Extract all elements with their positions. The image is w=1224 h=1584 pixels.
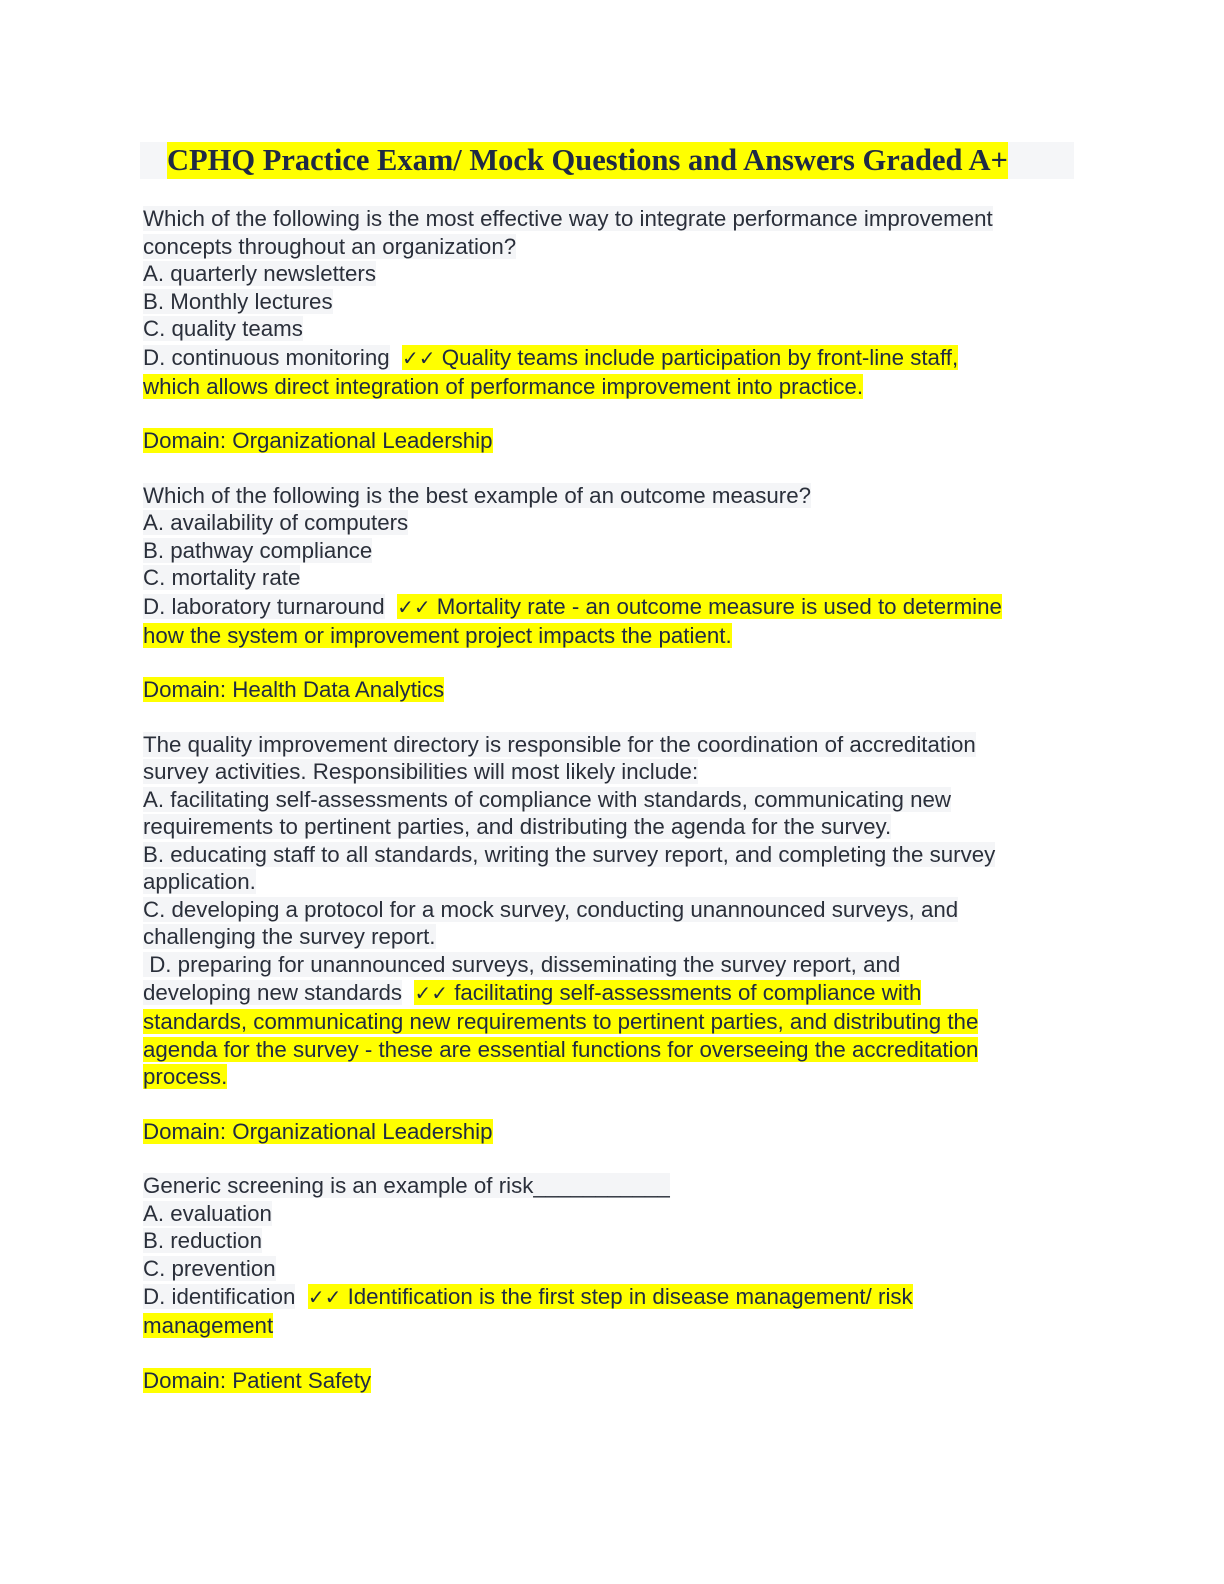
answer-option: A. availability of computers: [143, 510, 409, 535]
question-block: [143, 1172, 1103, 1394]
answer-option: C. prevention: [143, 1255, 276, 1281]
answer-option: application.: [143, 869, 256, 894]
question-block: [143, 482, 1103, 731]
checkmark-icon: ✓✓: [414, 981, 448, 1005]
checkmark-icon: ✓✓: [402, 345, 436, 370]
answer-option: D. preparing for unannounced surveys, disseminating the survey report, and: [143, 951, 901, 977]
checkmark-icon: ✓✓: [307, 1285, 342, 1309]
answer-explanation: agenda for the survey - these are essential functions for overseeing the accreditation: [143, 1036, 979, 1062]
document-body: [143, 205, 1103, 1394]
answer-explanation: Quality teams include participation by front-line staff,: [441, 344, 959, 370]
answer-option: C. quality teams: [143, 316, 303, 341]
answer-explanation: standards, communicating new requirements to pertinent parties, and distributing the: [143, 1009, 979, 1034]
answer-option: B. reduction: [143, 1228, 262, 1253]
answer-option: C. mortality rate: [143, 565, 301, 590]
answer-option: B. educating staff to all standards, writing the survey report, and completing the survey: [143, 841, 996, 867]
answer-option: D. identification: [143, 1284, 296, 1309]
answer-explanation: how the system or improvement project impacts the patient.: [143, 622, 732, 648]
checkmark-icon: ✓✓: [397, 594, 431, 619]
answer-option: D. continuous monitoring: [143, 344, 390, 370]
answer-option: developing new standards: [143, 980, 403, 1005]
domain-label: Domain: Health Data Analytics: [143, 677, 445, 702]
answer-option: A. quarterly newsletters: [143, 261, 376, 286]
question-stem: concepts throughout an organization?: [143, 233, 517, 259]
domain-label: Domain: Organizational Leadership: [143, 428, 493, 453]
question-stem: The quality improvement directory is responsible for the coordination of accreditation: [143, 731, 976, 757]
document-title: CPHQ Practice Exam/ Mock Questions and Answers Graded A+: [167, 143, 1008, 177]
question-block: [143, 731, 1103, 1173]
answer-option: challenging the survey report.: [143, 924, 436, 949]
answer-option: requirements to pertinent parties, and distributing the agenda for the survey.: [143, 814, 892, 839]
answer-option: C. developing a protocol for a mock survey, conducting unannounced surveys, and: [143, 896, 959, 922]
answer-explanation: management: [143, 1313, 274, 1338]
answer-option: B. pathway compliance: [143, 537, 373, 563]
answer-explanation: Identification is the first step in disease management/ risk: [347, 1284, 913, 1309]
question-stem: Which of the following is the best example of an outcome measure?: [143, 482, 812, 508]
question-stem: Generic screening is an example of risk___________: [143, 1173, 670, 1198]
answer-explanation: facilitating self-assessments of compliance with: [454, 980, 922, 1005]
answer-option: A. evaluation: [143, 1200, 272, 1226]
answer-option: A. facilitating self-assessments of compliance with standards, communicating new: [143, 786, 952, 812]
domain-label: Domain: Patient Safety: [143, 1367, 372, 1393]
answer-option: D. laboratory turnaround: [143, 593, 385, 619]
answer-explanation: Mortality rate - an outcome measure is used to determine: [436, 593, 1002, 619]
answer-explanation: which allows direct integration of performance improvement into practice.: [143, 373, 864, 399]
question-stem: Which of the following is the most effective way to integrate performance improvement: [143, 206, 993, 231]
question-stem: survey activities. Responsibilities will most likely include:: [143, 759, 699, 784]
answer-explanation: process.: [143, 1064, 228, 1089]
answer-option: B. Monthly lectures: [143, 288, 333, 314]
domain-label: Domain: Organizational Leadership: [143, 1118, 493, 1144]
question-block: [143, 205, 1103, 482]
